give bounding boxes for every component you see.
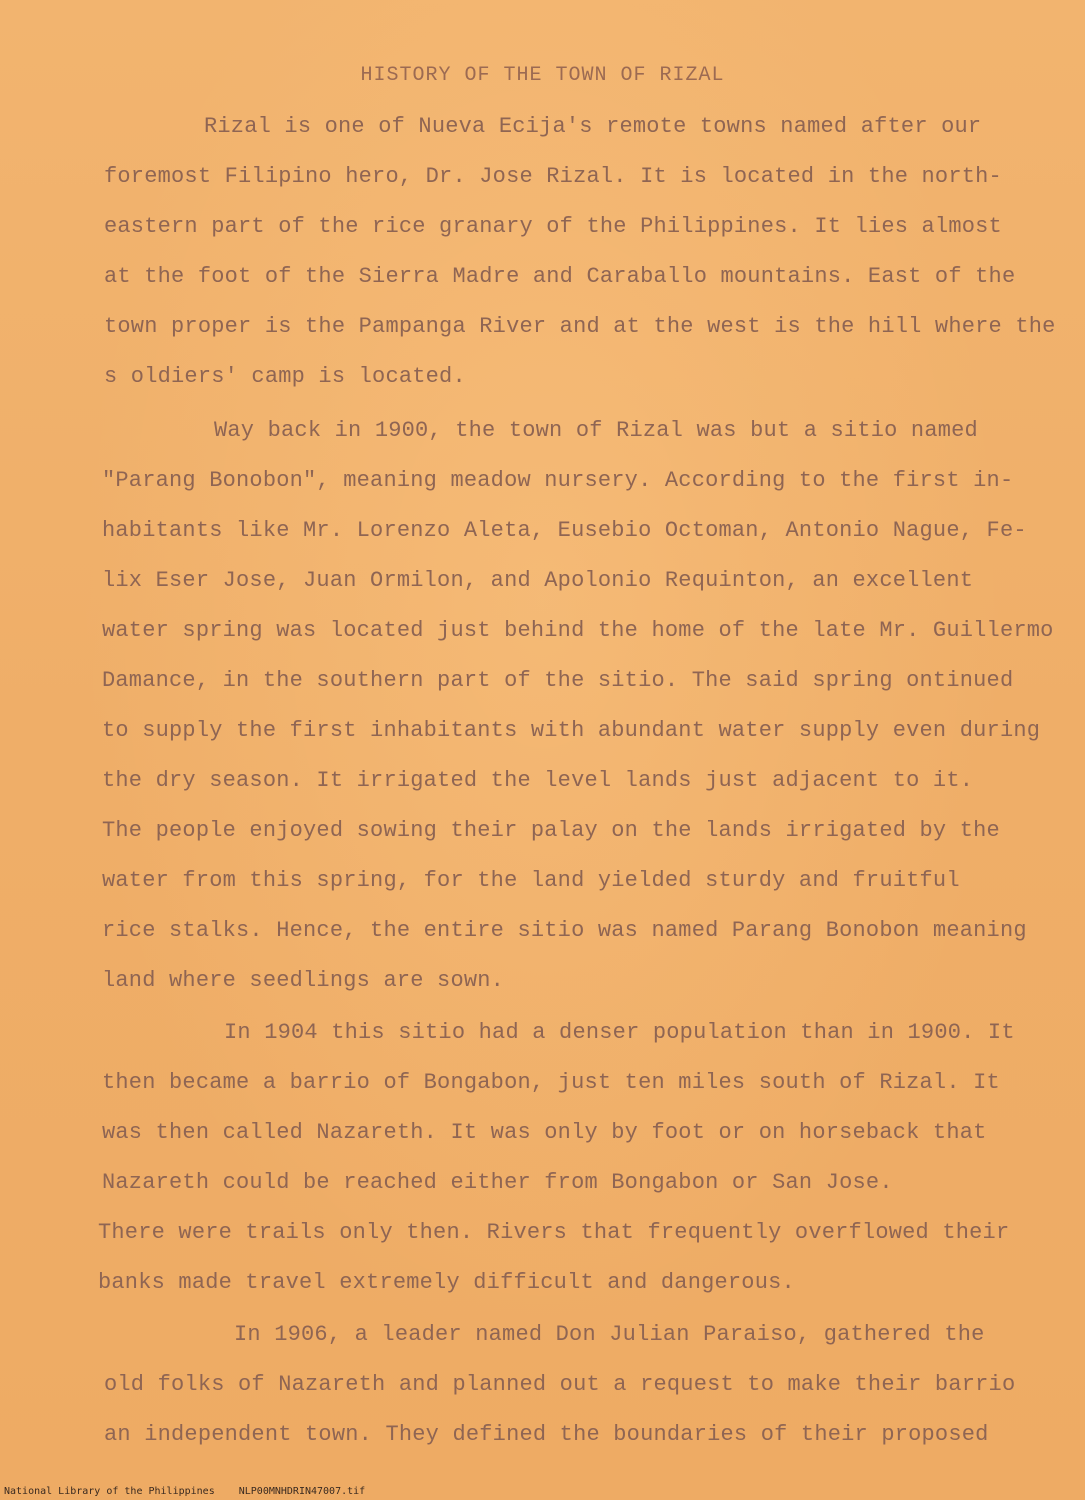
- text-line: Rizal is one of Nueva Ecija's remote towns named after our: [204, 114, 982, 139]
- text-line: In 1906, a leader named Don Julian Paraiso, gathered the: [234, 1322, 985, 1347]
- text-line: Way back in 1900, the town of Rizal was but a sitio named: [214, 418, 978, 443]
- text-line: banks made travel extremely difficult and dangerous.: [98, 1270, 795, 1295]
- text-line: old folks of Nazareth and planned out a request to make their barrio: [104, 1372, 1016, 1397]
- text-line: The people enjoyed sowing their palay on the lands irrigated by the: [102, 818, 1000, 843]
- text-line: s oldiers' camp is located.: [104, 364, 466, 389]
- text-line: There were trails only then. Rivers that frequently overflowed their: [98, 1220, 1010, 1245]
- text-line: "Parang Bonobon", meaning meadow nursery. According to the first in-: [102, 468, 1014, 493]
- text-line: water from this spring, for the land yielded sturdy and fruitful: [102, 868, 960, 893]
- text-line: at the foot of the Sierra Madre and Caraballo mountains. East of the: [104, 264, 1016, 289]
- text-line: was then called Nazareth. It was only by foot or on horseback that: [102, 1120, 987, 1145]
- text-line: water spring was located just behind the home of the late Mr. Guillermo: [102, 618, 1054, 643]
- text-line: rice stalks. Hence, the entire sitio was named Parang Bonobon meaning: [102, 918, 1027, 943]
- footer-file: NLP00MNHDRIN47007.tif: [238, 1486, 366, 1497]
- text-line: the dry season. It irrigated the level lands just adjacent to it.: [102, 768, 974, 793]
- text-line: habitants like Mr. Lorenzo Aleta, Eusebio Octoman, Antonio Nague, Fe-: [102, 518, 1027, 543]
- document-title: HISTORY OF THE TOWN OF RIZAL: [360, 64, 725, 87]
- footer-library: National Library of the Philippines: [4, 1486, 215, 1497]
- text-line: land where seedlings are sown.: [102, 968, 505, 993]
- text-line: then became a barrio of Bongabon, just ten miles south of Rizal. It: [102, 1070, 1000, 1095]
- scan-footer: [4, 1486, 383, 1497]
- text-line: eastern part of the rice granary of the Philippines. It lies almost: [104, 214, 1002, 239]
- text-line: Damance, in the southern part of the sitio. The said spring ontinued: [102, 668, 1014, 693]
- text-line: In 1904 this sitio had a denser population than in 1900. It: [224, 1020, 1015, 1045]
- text-line: Nazareth could be reached either from Bongabon or San Jose.: [102, 1170, 893, 1195]
- text-line: foremost Filipino hero, Dr. Jose Rizal. It is located in the north-: [104, 164, 1002, 189]
- text-line: to supply the first inhabitants with abundant water supply even during: [102, 718, 1041, 743]
- text-line: lix Eser Jose, Juan Ormilon, and Apolonio Requinton, an excellent: [102, 568, 974, 593]
- text-line: an independent town. They defined the boundaries of their proposed: [104, 1422, 989, 1447]
- text-line: town proper is the Pampanga River and at the west is the hill where the: [104, 314, 1056, 339]
